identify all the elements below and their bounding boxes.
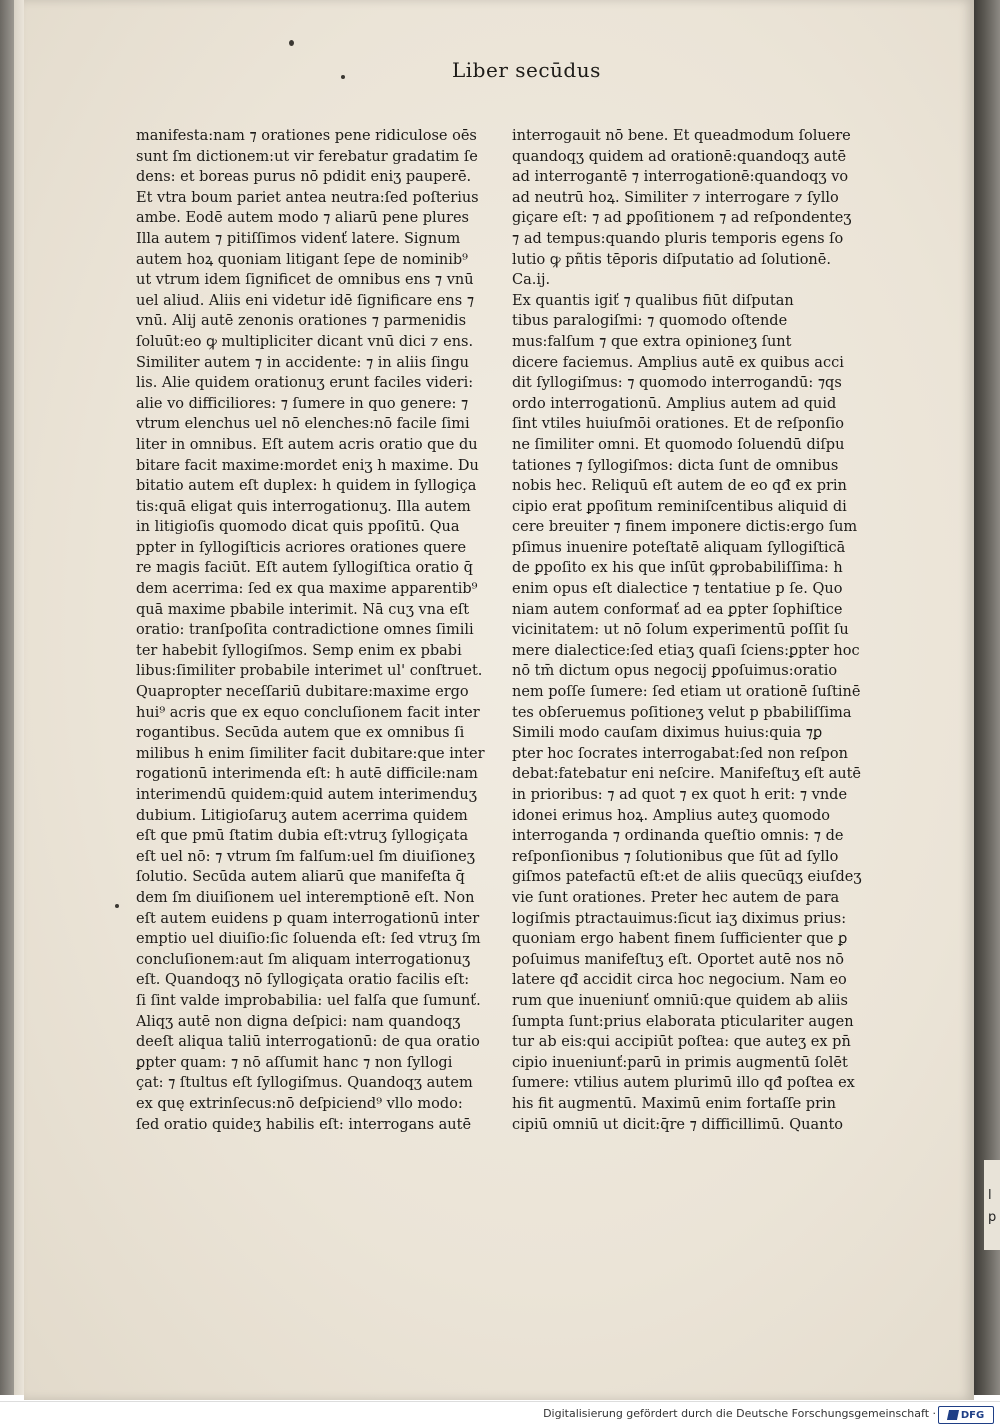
text-line: giçare eſt: ⁊ ad ꝑpoſitionem ⁊ ad reſpondenteʒ bbox=[512, 210, 852, 227]
text-line: eſt uel nō: ⁊ vtrum ſm falſum:uel ſm diuiſioneʒ bbox=[136, 848, 475, 865]
text-line: nem poſſe ſumere: ſed etiam ut orationē ſuſtinē bbox=[512, 684, 861, 701]
text-line: ſumere: vtilius autem plurimū illo qđ poſtea ex bbox=[512, 1075, 855, 1092]
text-line: deeſt aliqua taliū interrogationū: de qua oratio bbox=[136, 1034, 480, 1051]
text-line: tes obſeruemus poſitioneʒ velut p pbabiliſſima bbox=[512, 704, 852, 721]
ink-spot bbox=[341, 75, 345, 79]
text-line: milibus h enim ſimiliter facit dubitare:que inter bbox=[136, 745, 485, 762]
ink-spot bbox=[289, 40, 294, 46]
text-line: cipio erat ꝑpoſitum reminiſcentibus aliquid di bbox=[512, 498, 847, 515]
text-line: ꝑpter quam: ⁊ nō aſſumit hanc ⁊ non ſyllogi bbox=[136, 1054, 453, 1071]
text-line: interimendū quidem:quid autem interimenduʒ bbox=[136, 787, 477, 803]
text-line: ſolutio. Secūda autem aliarū que manifeſta q̄ bbox=[136, 869, 465, 886]
text-line: Aliqʒ autē non digna deſpici: nam quandoqʒ bbox=[136, 1013, 461, 1030]
text-line: bitare facit maxime:mordet eniʒ h maxime. Du bbox=[136, 457, 479, 474]
text-line: his fit augmentū. Maximū enim fortaſſe prin bbox=[512, 1095, 836, 1112]
text-line: Ex quantis igiť ⁊ qualibus fiūt diſputan bbox=[512, 292, 794, 309]
text-line: nobis hec. Reliquū eſt autem de eo qđ ex prin bbox=[512, 478, 847, 495]
text-line: concluſionem:aut ſm aliquam interrogationuʒ bbox=[136, 951, 471, 968]
text-line: Similiter autem ⁊ in accidente: ⁊ in aliis ſingu bbox=[136, 354, 469, 371]
text-line: autem hoꝝ quoniam litigant ſepe de nominib⁹ bbox=[136, 251, 468, 268]
text-line: mus:falſum ⁊ que extra opinioneʒ ſunt bbox=[512, 333, 792, 350]
text-line: ſint vtiles huiuſmōi orationes. Et de reſponſio bbox=[512, 416, 844, 433]
text-line: tationes ⁊ ſyllogiſmos: dicta ſunt de omnibus bbox=[512, 457, 839, 474]
text-line: tur ab eis:qui accipiūt poſtea: que auteʒ ex pn̄ bbox=[512, 1034, 851, 1051]
text-line: cere breuiter ⁊ finem imponere dictis:ergo ſum bbox=[512, 519, 858, 536]
text-line: alie vo difficiliores: ⁊ ſumere in quo genere: ⁊ bbox=[136, 395, 469, 412]
text-line: dem acerrima: ſed ex qua maxime apparentib⁹ bbox=[136, 581, 478, 598]
text-line: Simili modo cauſam diximus huius:quia ⁊ꝑ bbox=[512, 725, 823, 742]
text-line: dicere faciemus. Amplius autē ex quibus acci bbox=[512, 354, 844, 371]
text-line: sunt ſm dictionem:ut vir ferebatur gradatim ſe bbox=[136, 148, 478, 165]
text-line: dens: et boreas purus nō pdidit eniʒ pauperē. bbox=[136, 169, 472, 186]
text-line: ſi ſint valde improbabilia: uel falſa que ſumunť. bbox=[136, 992, 481, 1009]
text-line: ne ſimiliter omni. Et quomodo ſoluendū diſpu bbox=[512, 436, 845, 453]
text-line: quoniam ergo habent finem ſufficienter que ꝑ bbox=[512, 931, 848, 948]
dfg-logo bbox=[938, 1406, 994, 1424]
text-line: eſt que pmū ſtatim dubia eſt:vtruʒ ſyllogiçata bbox=[136, 828, 469, 845]
text-line: manifesta:nam ⁊ orationes pene ridiculose oēs bbox=[136, 128, 477, 144]
text-line: interroganda ⁊ ordinanda queſtio omnis: ⁊ de bbox=[512, 828, 844, 845]
text-line: niam autem conformať ad ea ꝑpter ſophiſtice bbox=[512, 601, 843, 618]
text-line: uel aliud. Aliis eni videtur idē ſignificare ens ⁊ bbox=[136, 292, 475, 309]
funding-notice: Digitalisierung gefördert durch die Deutsche Forschungsgemeinschaft · bbox=[543, 1407, 936, 1420]
text-line: ut vtrum idem ſignificet de omnibus ens ⁊ vnū bbox=[136, 272, 474, 289]
text-line: ⁊ ad tempus:quando pluris temporis egens ſo bbox=[512, 230, 844, 247]
text-line: Ca.ij. bbox=[512, 272, 551, 289]
text-line: giſmos patefactū eſt:et de aliis quecūqʒ eiuſdeʒ bbox=[512, 869, 862, 886]
ink-spot bbox=[115, 904, 119, 908]
text-line: re magis faciūt. Eſt autem ſyllogiſtica oratio q̄ bbox=[136, 560, 473, 577]
text-line: interrogauit nō bene. Et queadmodum ſoluere bbox=[512, 128, 851, 144]
running-header: Liber secūdus bbox=[452, 58, 601, 82]
text-line: oratio: tranſpoſita contradictione omnes ſimili bbox=[136, 622, 474, 639]
text-line: lis. Alie quidem orationuʒ erunt faciles videri: bbox=[136, 375, 474, 392]
text-line: logiſmis ptractauimus:ſicut iaʒ diximus prius: bbox=[512, 910, 847, 927]
dfg-logo-text: DFG bbox=[960, 1409, 985, 1421]
text-line: rogantibus. Secūda autem que ex omnibus ſi bbox=[136, 725, 465, 742]
text-line: çat: ⁊ ſtultus eſt ſyllogiſmus. Quandoqʒ autem bbox=[136, 1075, 473, 1092]
text-line: vicinitatem: ut nō ſolum experimentū poſſit ſu bbox=[512, 622, 849, 639]
adjacent-page-fragment bbox=[984, 1160, 1000, 1250]
text-line: ordo interrogationū. Amplius autem ad quid bbox=[512, 395, 837, 412]
text-line: ad interrogantē ⁊ interrogationē:quandoqʒ vo bbox=[512, 169, 849, 186]
text-line: Illa autem ⁊ pitiſſimos videnť latere. Signum bbox=[136, 230, 461, 247]
text-line: latere qđ accidit circa hoc negocium. Nam eo bbox=[512, 972, 847, 989]
text-line: rogationū interimenda eſt: h autē difficile:nam bbox=[136, 766, 478, 783]
text-column-left bbox=[136, 126, 496, 1135]
text-line: reſponſionibus ⁊ ſolutionibus que ſūt ad ſyllo bbox=[512, 848, 839, 865]
text-line: ex quę extrinſecus:nō deſpiciend⁹ vllo modo: bbox=[136, 1095, 463, 1112]
text-line: vnū. Alij autē zenonis orationes ⁊ parmenidis bbox=[136, 313, 467, 330]
text-line: quā maxime pbabile interimit. Nā cuʒ vna eſt bbox=[136, 601, 470, 618]
text-line: liter in omnibus. Eſt autem acris oratio que du bbox=[136, 436, 478, 453]
text-line: ppter in ſyllogiſticis acriores orationes quere bbox=[136, 539, 467, 556]
text-line: tis:quā eligat quis interrogationuʒ. Illa autem bbox=[136, 498, 471, 515]
dfg-mark-icon bbox=[947, 1410, 959, 1420]
text-line: enim opus eſt dialectice ⁊ tentatiue p ſe. Quo bbox=[512, 581, 843, 598]
text-line: quandoqʒ quidem ad orationē:quandoqʒ autē bbox=[512, 148, 847, 165]
text-line: ſoluūt:eo ꝙ multipliciter dicant vnū dici ⁊ ens. bbox=[136, 333, 474, 350]
text-line: nō tm̄ dictum opus negocij ꝑpoſuimus:oratio bbox=[512, 663, 838, 680]
text-line: Quapropter neceſſariū dubitare:maxime ergo bbox=[136, 684, 469, 701]
text-line: bitatio autem eſt duplex: h quidem in ſyllogiça bbox=[136, 478, 477, 495]
text-line: de ꝑpoſito ex his que inſūt ꝙprobabiliſſima: h bbox=[512, 560, 843, 577]
text-line: dem ſm diuiſionem uel interemptionē eſt. Non bbox=[136, 889, 475, 906]
text-line: ſed oratio quideʒ habilis eſt: interrogans autē bbox=[136, 1116, 472, 1133]
text-line: dit ſyllogiſmus: ⁊ quomodo interrogandū: ⁊qs bbox=[512, 375, 842, 392]
text-line: lutio ꝙ pñtis tēporis diſputatio ad ſolutionē. bbox=[512, 251, 831, 268]
text-line: vtrum elenchus uel nō elenches:nō facile ſimi bbox=[136, 416, 470, 433]
text-line: hui⁹ acris que ex equo concluſionem facit inter bbox=[136, 704, 480, 721]
text-line: pſimus inuenire poteſtatē aliquam ſyllogiſticā bbox=[512, 539, 846, 556]
text-line: dubium. Litigioſaruʒ autem acerrima quidem bbox=[136, 807, 468, 824]
text-line: emptio uel diuiſio:ſic ſoluenda eſt: ſed vtruʒ ſm bbox=[136, 931, 481, 948]
text-line: debat:fatebatur eni neſcire. Manifeſtuʒ eſt autē bbox=[512, 766, 862, 783]
text-line: cipiū omniū ut dicit:q̄re ⁊ difficillimū. Quanto bbox=[512, 1116, 844, 1133]
text-line: libus:ſimiliter probabile interimet ul' conſtruet. bbox=[136, 663, 483, 680]
text-line: tibus paralogiſmi: ⁊ quomodo oſtende bbox=[512, 313, 788, 330]
text-line: cipio inueniunť:parū in primis augmentū ſolēt bbox=[512, 1054, 848, 1071]
text-line: in litigioſis quomodo dicat quis ppoſitū. Qua bbox=[136, 519, 460, 536]
text-line: eſt autem euidens p quam interrogationū inter bbox=[136, 910, 480, 927]
text-line: in prioribus: ⁊ ad quot ⁊ ex quot h erit: ⁊ vnde bbox=[512, 787, 848, 803]
fragment-char-1: l bbox=[988, 1188, 992, 1203]
text-line: rum que inueniunť omniū:que quidem ab aliis bbox=[512, 992, 848, 1009]
text-line: Et vtra boum pariet antea neutra:ſed poſterius bbox=[136, 189, 479, 206]
footer-bar bbox=[0, 1401, 1000, 1427]
fragment-char-2: p bbox=[988, 1210, 997, 1225]
text-line: idonei erimus hoꝝ. Amplius auteʒ quomodo bbox=[512, 807, 830, 824]
text-column-right bbox=[512, 126, 880, 1135]
text-line: vie ſunt orationes. Preter hec autem de para bbox=[512, 889, 840, 906]
text-line: pter hoc ſocrates interrogabat:ſed non reſpon bbox=[512, 745, 848, 762]
text-line: eſt. Quandoqʒ nō ſyllogiçata oratio facilis eſt: bbox=[136, 972, 470, 989]
text-line: poſuimus manifeſtuʒ eſt. Oportet autē nos nō bbox=[512, 951, 844, 968]
text-line: ambe. Eodē autem modo ⁊ aliarū pene plures bbox=[136, 210, 469, 227]
text-line: ſumpta ſunt:prius elaborata pticulariter augen bbox=[512, 1013, 854, 1030]
text-line: mere dialectice:ſed etiaʒ quaſi ſciens:ꝑpter hoc bbox=[512, 642, 860, 659]
text-line: ad neutrū hoꝝ. Similiter ⁊ interrogare ⁊ ſyllo bbox=[512, 189, 839, 206]
text-line: ter habebit ſyllogiſmos. Semp enim ex pbabi bbox=[136, 642, 462, 659]
